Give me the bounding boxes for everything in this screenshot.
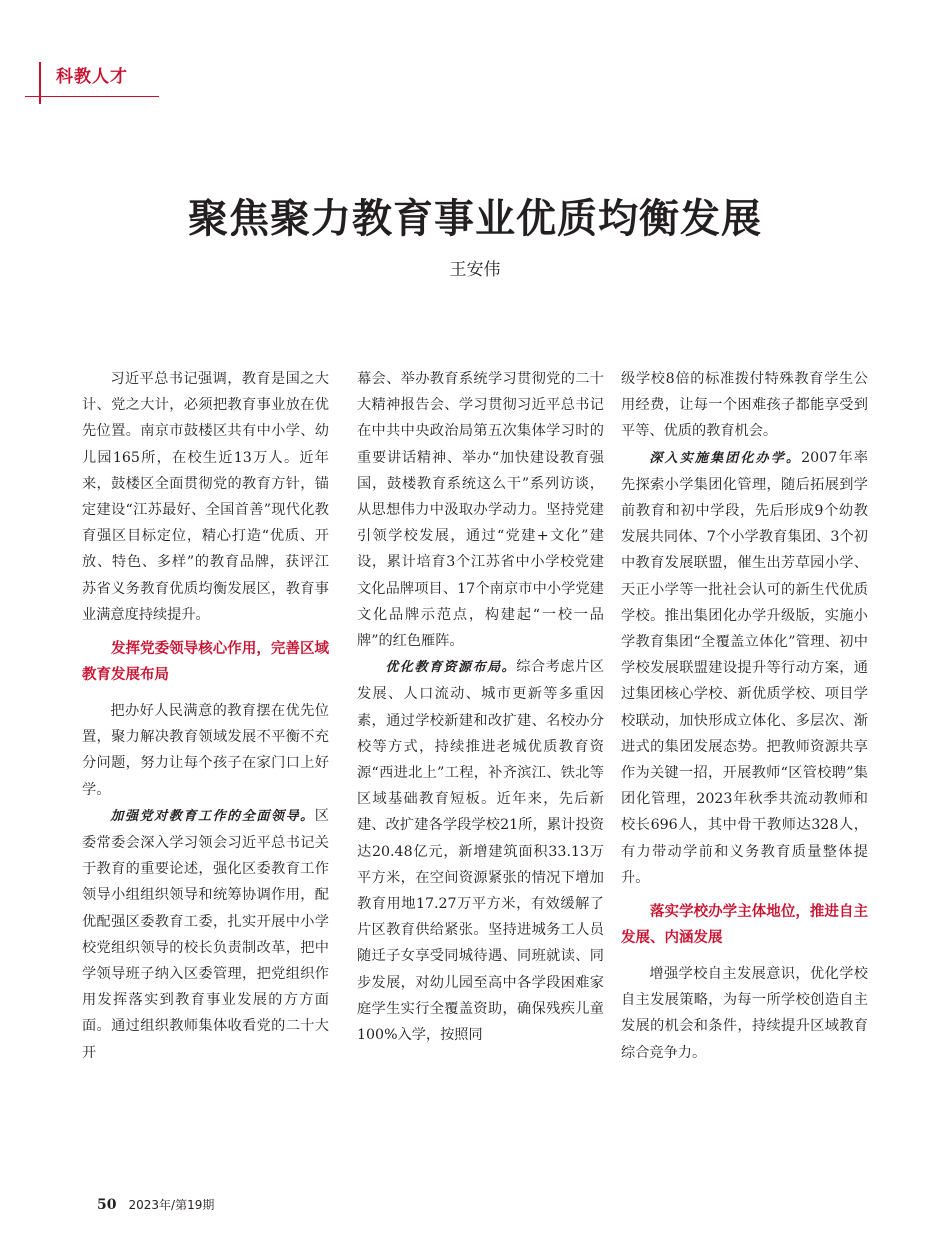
section-tag-rule-vertical	[39, 62, 41, 104]
article-title: 聚焦聚力教育事业优质均衡发展	[188, 194, 762, 242]
paragraph-body: 2007年率先探索小学集团化管理，随后拓展到学前教育和初中学段，先后形成9个幼教发展共同体、7个小学教育集团、3个初中教育发展联盟，催生出芳草园小学、天正小学等一批社会认可的新生代优质学校。推出集团化办学升级版，实施小学教育集团“全覆盖立体化”管理、初中学校发展联盟建设提升等行动方案，通过集团核心学校、新优质学校、项目学校联动，加快形成立体化、多层次、渐进式的集团发展态势。把教师资源共享作为关键一招，开展教师“区管校聘”集团化管理，2023年秋季共流动教师和校长696人，其中骨干教师达328人，有力带动学前和义务教育质量整体提升。	[621, 449, 868, 886]
paragraph: 增强学校自主发展意识，优化学校自主发展策略，为每一所学校创造自主发展的机会和条件，持续提升区域教育综合竞争力。	[621, 966, 868, 1061]
issue-label: 2023年/第19期	[128, 1198, 215, 1212]
page-footer	[97, 1196, 214, 1213]
paragraph-lead: 加强党对教育工作的全面领导。	[110, 808, 315, 824]
section-tag: 科教人才	[56, 67, 128, 87]
paragraph-lead: 深入实施集团化办学。	[649, 450, 802, 466]
paragraph	[82, 803, 329, 1066]
page-number: 50	[97, 1197, 117, 1213]
column-1	[82, 366, 329, 1066]
paragraph	[357, 654, 604, 1048]
paragraph: 级学校8倍的标准拨付特殊教育学生公用经费，让每一个困难孩子都能享受到平等、优质的教育机会。	[621, 371, 868, 440]
paragraph	[621, 445, 868, 891]
paragraph: 把办好人民满意的教育摆在优先位置，聚力解决教育领域发展不平衡不充分问题，努力让每个孩子在家门口上好学。	[82, 703, 329, 798]
section-heading: 落实学校办学主体地位，推进自主发展、内涵发展	[621, 904, 868, 947]
paragraph-body: 区委常委会深入学习领会习近平总书记关于教育的重要论述，强化区委教育工作领导小组组织领导和统筹协调作用，配优配强区委教育工委，扎实开展中小学校党组织领导的校长负责制改革，把中学领导班子纳入区委管理，把党组织作用发挥落实到教育事业发展的方方面面。通过组织教师集体收看党的二十大开	[82, 807, 329, 1061]
section-tag-rule-horizontal	[25, 96, 159, 97]
article-author: 王安伟	[449, 260, 501, 280]
section-heading: 发挥党委领导核心作用，完善区域教育发展布局	[82, 641, 329, 684]
paragraph-lead: 优化教育资源布局。	[385, 660, 517, 676]
paragraph: 幕会、举办教育系统学习贯彻党的二十大精神报告会、学习贯彻习近平总书记在中共中央政治局第五次集体学习时的重要讲话精神、举办“加快建设教育强国，鼓楼教育系统这么干”系列访谈，从思想伟力中汲取办学动力。坚持党建引领学校发展，通过“党建+文化”建设，累计培育3个江苏省中小学校党建文化品牌项目、17个南京市中小学党建文化品牌示范点，构建起“一校一品牌”的红色雁阵。	[357, 371, 604, 650]
paragraph-body: 综合考虑片区发展、人口流动、城市更新等多重因素，通过学校新建和改扩建、名校办分校等方式，持续推进老城优质教育资源“西进北上”工程，补齐滨江、铁北等区域基础教育短板。近年来，先后新建、改扩建各学段学校21所，累计投资达20.48亿元，新增建筑面积33.13万平方米，在空间资源紧张的情况下增加教育用地17.27万平方米，有效缓解了片区教育供给紧张。坚持进城务工人员随迁子女享受同城待遇、同班就读、同步发展，对幼儿园至高中各学段困难家庭学生实行全覆盖资助，确保残疾儿童100%入学，按照同	[357, 659, 604, 1044]
paragraph: 习近平总书记强调，教育是国之大计、党之大计，必须把教育事业放在优先位置。南京市鼓楼区共有中小学、幼儿园165所，在校生近13万人。近年来，鼓楼区全面贯彻党的教育方针，锚定建设“江苏最好、全国首善”现代化教育强区目标定位，精心打造“优质、开放、特色、多样”的教育品牌，获评江苏省义务教育优质均衡发展区，教育事业满意度持续提升。	[82, 371, 329, 623]
column-3	[621, 366, 868, 1066]
column-2	[357, 366, 604, 1048]
